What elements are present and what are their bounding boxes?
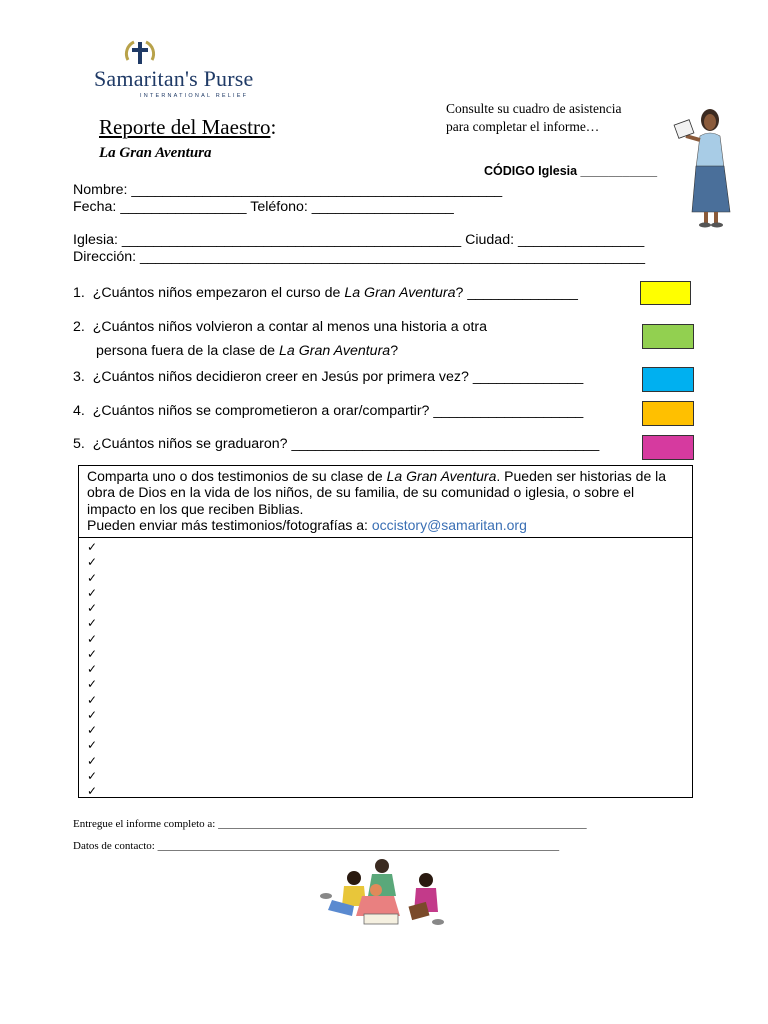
question-number: 4. xyxy=(73,403,85,419)
codigo-iglesia: CÓDIGO Iglesia ___________ xyxy=(484,164,658,178)
check-item: ✓ xyxy=(87,601,98,615)
logo-subtitle: INTERNATIONAL RELIEF xyxy=(140,93,249,99)
question-text: ¿Cuántos niños se comprometieron a orar/compartir? ___________________ xyxy=(92,403,584,419)
page-title xyxy=(99,115,276,140)
question-text: ¿Cuántos niños decidieron creer en Jesús por primera vez? ______________ xyxy=(92,369,584,385)
question-text: ¿Cuántos niños volvieron a contar al menos una historia a otra xyxy=(92,319,488,335)
question-number: 5. xyxy=(73,436,85,452)
check-item: ✓ xyxy=(87,784,98,798)
check-item: ✓ xyxy=(87,570,98,585)
check-item: ✓ xyxy=(87,753,98,768)
teacher-illustration xyxy=(672,106,738,230)
question-5[interactable] xyxy=(73,435,599,453)
check-item: ✓ xyxy=(87,768,98,783)
testimony-checklist[interactable] xyxy=(87,540,97,799)
question-number: 1. xyxy=(73,285,85,301)
check-item: ✓ xyxy=(87,585,98,600)
nombre-field[interactable]: Nombre: _______________________________________________ xyxy=(73,182,503,198)
question-2-line-2 xyxy=(96,342,398,360)
question-number: 2. xyxy=(73,319,85,335)
children-reading-illustration xyxy=(314,856,454,932)
question-4[interactable] xyxy=(73,402,583,420)
testimony-text: Comparta uno o dos testimonios de su clase de xyxy=(87,468,387,484)
fecha-telefono-field[interactable]: Fecha: ________________ Teléfono: __________________ xyxy=(73,199,454,215)
color-swatch-blue xyxy=(642,367,694,392)
question-text: persona fuera de la clase de xyxy=(96,343,279,359)
email-link[interactable]: occistory@samaritan.org xyxy=(371,517,527,534)
check-item: ✓ xyxy=(87,723,98,737)
question-blank: ? xyxy=(390,343,399,359)
question-emphasis: La Gran Aventura xyxy=(278,343,391,359)
direccion-field[interactable]: Dirección: ________________________________________________________________ xyxy=(73,249,646,265)
check-item: ✓ xyxy=(87,677,98,692)
color-swatch-magenta xyxy=(642,435,694,460)
consult-line-2: para completar el informe… xyxy=(446,119,600,134)
page-subtitle: La Gran Aventura xyxy=(99,145,212,161)
title-colon: : xyxy=(270,115,277,139)
color-swatch-yellow xyxy=(640,281,691,305)
question-2[interactable] xyxy=(73,318,487,336)
question-number: 3. xyxy=(73,369,85,385)
check-item: ✓ xyxy=(87,692,98,707)
color-swatch-orange xyxy=(642,401,694,426)
testimony-text-cont: . Pueden ser historias de la obra de Dios en la vida de los niños, de su familia, de su comunidad o iglesia, o sobre el impacto en los que reciben Biblias. xyxy=(87,468,667,517)
iglesia-ciudad-field[interactable]: Iglesia: ___________________________________________ Ciudad: ________________ xyxy=(73,232,645,248)
check-item: ✓ xyxy=(87,555,98,570)
logo-name: Samaritan's Purse xyxy=(94,66,254,91)
check-item: ✓ xyxy=(87,662,98,676)
consult-note xyxy=(446,100,621,136)
question-3[interactable] xyxy=(73,368,583,386)
testimony-send-label: Pueden enviar más testimonios/fotografías a: xyxy=(87,517,372,534)
check-item: ✓ xyxy=(87,540,98,554)
testimony-emphasis: La Gran Aventura xyxy=(386,468,497,484)
check-item: ✓ xyxy=(87,631,98,646)
question-emphasis: La Gran Aventura xyxy=(344,285,456,301)
datos-contacto-field[interactable]: Datos de contacto: _________________________________________________________________________ xyxy=(73,840,560,852)
testimony-box xyxy=(78,465,693,798)
question-1[interactable] xyxy=(73,284,578,302)
check-item: ✓ xyxy=(87,738,98,753)
question-blank: ? ______________ xyxy=(455,285,578,301)
check-item: ✓ xyxy=(87,616,98,631)
question-text: ¿Cuántos niños se graduaron? _______________________________________ xyxy=(92,436,600,452)
title-text: Reporte del Maestro xyxy=(99,115,271,139)
color-swatch-green xyxy=(642,324,694,349)
check-item: ✓ xyxy=(87,707,98,722)
check-item: ✓ xyxy=(87,646,98,661)
question-text: ¿Cuántos niños empezaron el curso de xyxy=(92,285,345,301)
consult-line-1: Consulte su cuadro de asistencia xyxy=(446,101,622,116)
entregue-field[interactable]: Entregue el informe completo a: ___________________________________________________________________ xyxy=(73,818,587,830)
testimony-instructions xyxy=(79,466,692,538)
